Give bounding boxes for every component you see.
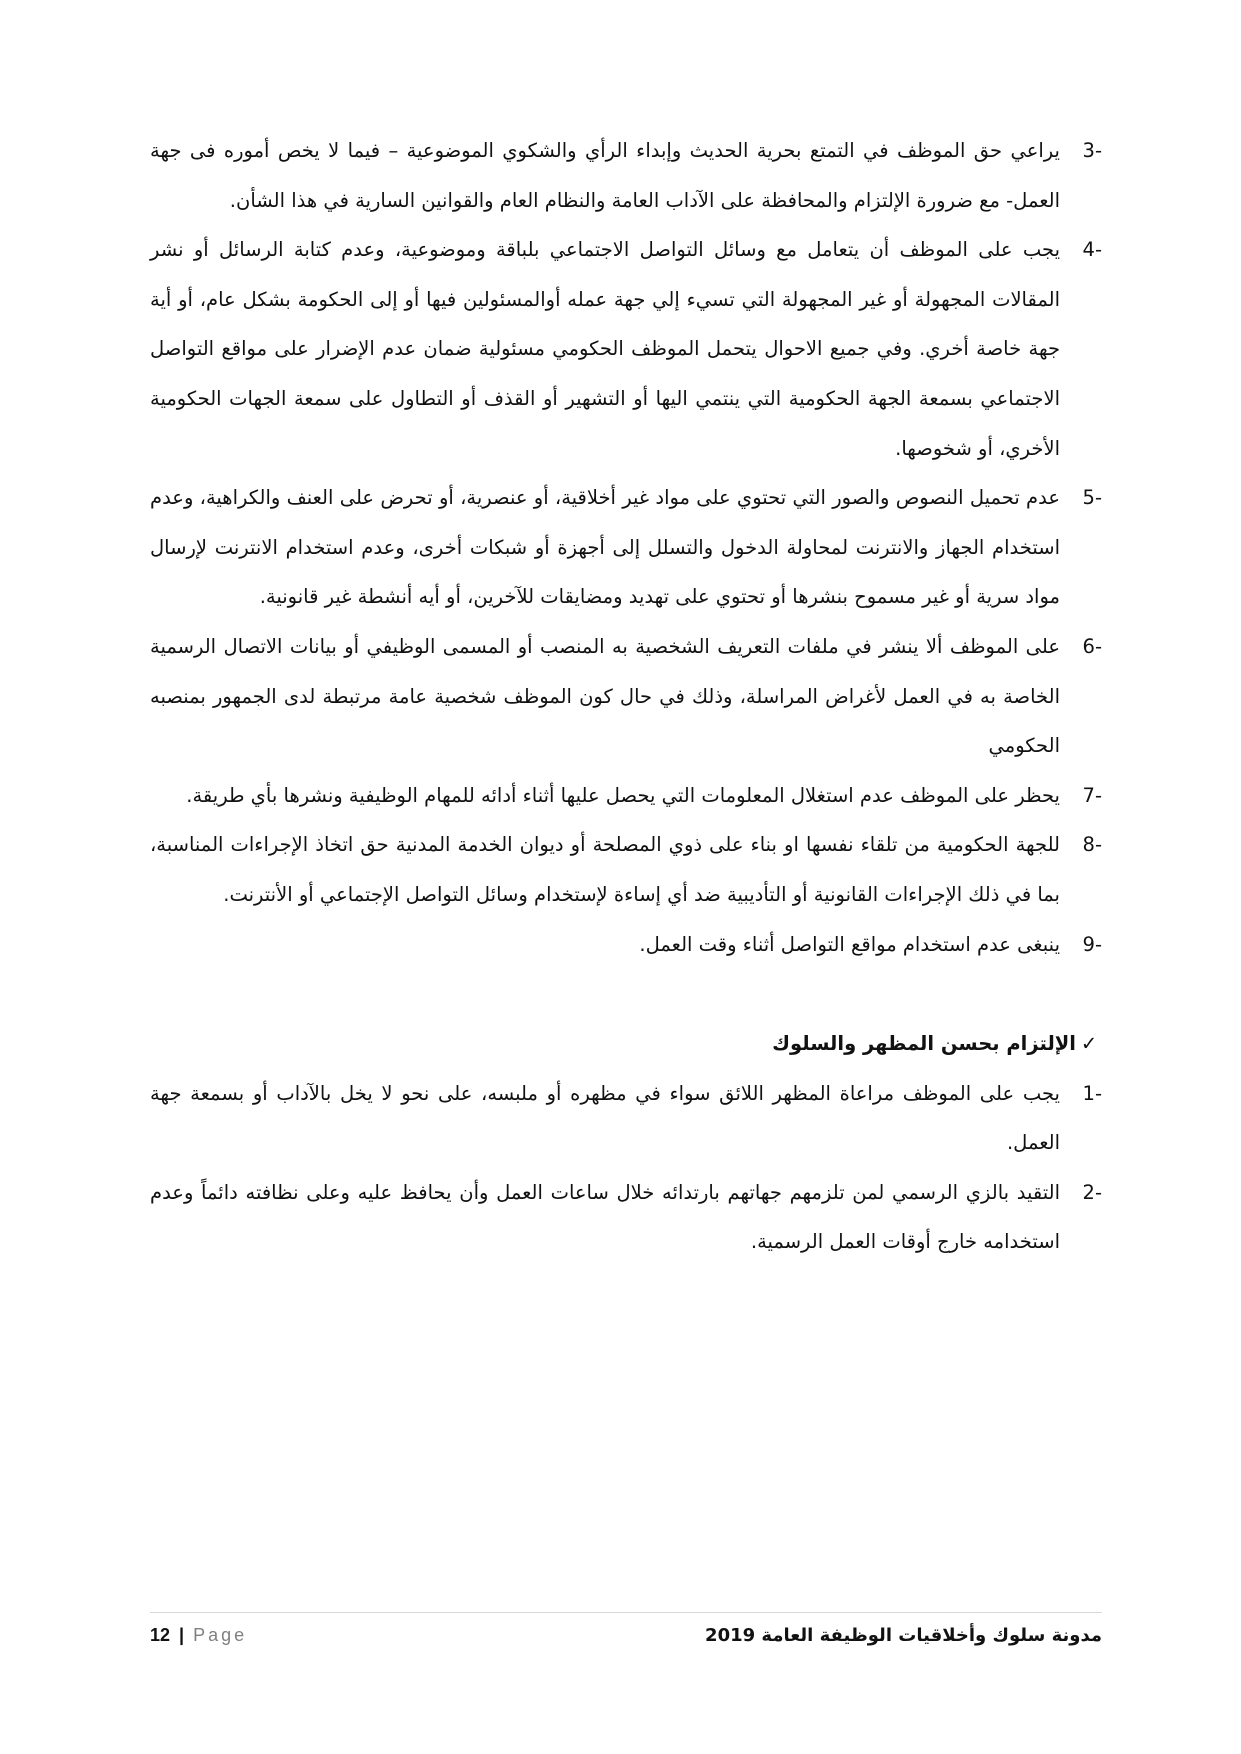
list-text: على الموظف ألا ينشر في ملفات التعريف الشخصية به المنصب أو المسمى الوظيفي أو بيانات الاتصال الرسمية الخاصة به في العمل لأغراض المراسلة، وذلك في حال كون الموظف شخصية عامة مرتبطة لدى الجمهور بمنصبه الحكومي [150, 634, 1060, 758]
section-heading [150, 1019, 1102, 1069]
list-item [150, 126, 1102, 225]
list-item [150, 622, 1102, 771]
list-item [150, 225, 1102, 473]
list-item [150, 920, 1102, 970]
list-number: 5- [1082, 486, 1102, 510]
list-item [150, 473, 1102, 622]
list-text: التقيد بالزي الرسمي لمن تلزمهم جهاتهم بارتدائه خلال ساعات العمل وأن يحافظ عليه وعلى نظافته دائماً وعدم استخدامه خارج أوقات العمل الرسمية. [150, 1180, 1060, 1254]
page-label: Page [193, 1625, 248, 1645]
checkmark-icon: ✓ [1080, 1032, 1098, 1056]
list-number: 6- [1082, 634, 1102, 658]
list-number: 2- [1082, 1180, 1102, 1204]
page-indicator [150, 1625, 247, 1646]
list-text: ينبغى عدم استخدام مواقع التواصل أثناء وقت العمل. [639, 932, 1060, 956]
list-item [150, 1069, 1102, 1168]
list-number: 1- [1082, 1081, 1102, 1105]
list-number: 4- [1082, 238, 1102, 262]
list-text: يجب على الموظف أن يتعامل مع وسائل التواصل الاجتماعي بلباقة وموضوعية، وعدم كتابة الرسائل أو نشر المقالات المجهولة أو غير المجهولة التي تسيء إلي جهة عمله أوالمسئولين فيها أو إلى الحكومة بشكل عام، أو أية جهة خاصة أخري. وفي جميع الاحوال يتحمل الموظف الحكومي مسئولية ضمان عدم الإضرار على مواقع التواصل الاجتماعي بسمعة الجهة الحكومية التي ينتمي اليها أو التشهير أو القذف أو التطاول على سمعة الجهات الحكومية الأخري، أو شخوصها. [150, 238, 1060, 460]
list-text: يراعي حق الموظف في التمتع بحرية الحديث وإبداء الرأي والشكوي الموضوعية – فيما لا يخص أموره فى جهة العمل- مع ضرورة الإلتزام والمحافظة على الآداب العامة والنظام العام والقوانين السارية في هذا الشأن. [150, 139, 1060, 212]
page-separator: | [179, 1625, 185, 1645]
page-footer [150, 1612, 1102, 1653]
list-number: 3- [1082, 139, 1102, 162]
list-number: 8- [1082, 833, 1102, 857]
list-number: 7- [1082, 783, 1102, 807]
list-item [150, 1168, 1102, 1267]
list-number: 9- [1082, 932, 1102, 956]
list-text: للجهة الحكومية من تلقاء نفسها او بناء على ذوي المصلحة أو ديوان الخدمة المدنية حق اتخاذ الإجراءات المناسبة، بما في ذلك الإجراءات القانونية أو التأديبية ضد أي إساءة لإستخدام وسائل التواصل الإجتماعي أو الأنترنت. [150, 833, 1060, 906]
list-text: يجب على الموظف مراعاة المظهر اللائق سواء في مظهره أو ملبسه، على نحو لا يخل بالآداب أو بسمعة جهة العمل. [150, 1081, 1060, 1155]
document-title: مدونة سلوك وأخلاقيات الوظيفة العامة 2019 [705, 1625, 1102, 1646]
list-text: عدم تحميل النصوص والصور التي تحتوي على مواد غير أخلاقية، أو عنصرية، أو تحرض على العنف والكراهية، وعدم استخدام الجهاز والانترنت لمحاولة الدخول والتسلل إلى أجهزة أو شبكات أخرى، وعدم استخدام الانترنت لإرسال مواد سرية أو غير مسموح بنشرها أو تحتوي على تهديد ومضايقات للآخرين، أو أيه أنشطة غير قانونية. [150, 486, 1060, 609]
section-heading-text: الإلتزام بحسن المظهر والسلوك [772, 1032, 1076, 1056]
list-item [150, 820, 1102, 919]
list-text: يحظر على الموظف عدم استغلال المعلومات التي يحصل عليها أثناء أدائه للمهام الوظيفية ونشرها بأي طريقة. [186, 783, 1060, 807]
document-body [150, 126, 1102, 1267]
page-number: 12 [150, 1625, 171, 1645]
list-item [150, 771, 1102, 821]
spacer [150, 969, 1102, 1019]
